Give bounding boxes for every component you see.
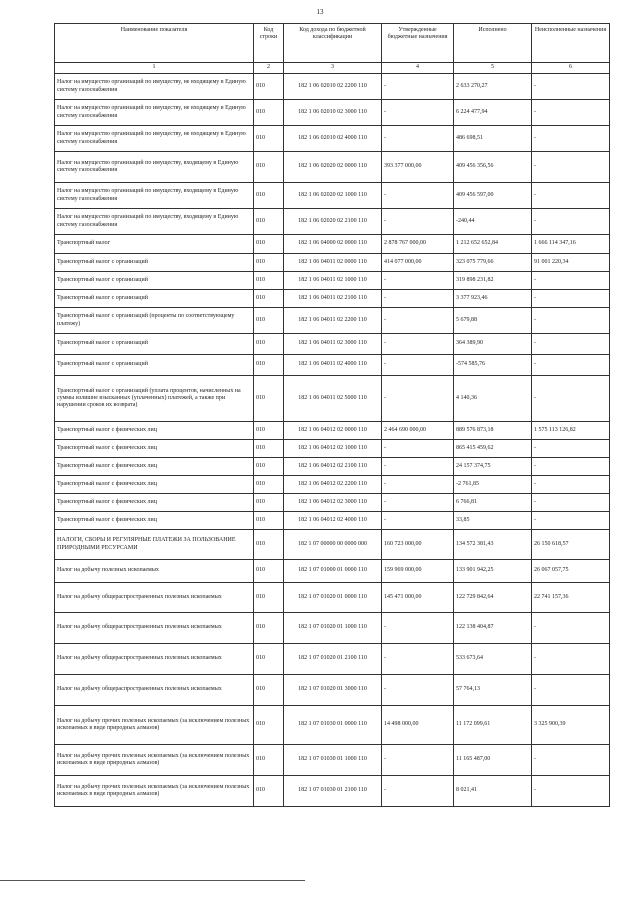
table-row [55, 209, 610, 235]
table-row [55, 100, 610, 126]
row-executed-amount: 11 165 487,00 [454, 745, 532, 776]
row-approved-amount: - [382, 376, 454, 422]
header-unexecuted: Неисполненные назначения [532, 24, 610, 63]
table-row [55, 776, 610, 807]
page-number: 13 [316, 8, 324, 16]
row-line-code: 010 [254, 440, 284, 458]
row-unexecuted-amount: - [532, 644, 610, 675]
row-unexecuted-amount: 91 001 220,34 [532, 254, 610, 272]
row-approved-amount: 2 878 767 000,00 [382, 235, 454, 254]
row-unexecuted-amount: - [532, 126, 610, 152]
row-indicator-name: Транспортный налог с физических лиц [55, 440, 254, 458]
row-line-code: 010 [254, 209, 284, 235]
row-indicator-name: Налог на имущество организаций по имуществу, не входящему в Единую систему газоснабжения [55, 100, 254, 126]
header-executed: Исполнено [454, 24, 532, 63]
row-unexecuted-amount: - [532, 183, 610, 209]
row-indicator-name: Налог на имущество организаций по имуществу, входящему в Единую систему газоснабжения [55, 183, 254, 209]
row-approved-amount: - [382, 100, 454, 126]
column-number-row [55, 63, 610, 74]
row-indicator-name: Налог на добычу прочих полезных ископаемых (за исключением полезных ископаемых в виде природных алмазов) [55, 776, 254, 807]
row-line-code: 010 [254, 512, 284, 530]
row-indicator-name: Налог на добычу общераспространенных полезных ископаемых [55, 644, 254, 675]
row-budget-code: 182 1 06 02020 02 2100 110 [284, 209, 382, 235]
row-budget-code: 182 1 07 01000 01 0000 110 [284, 560, 382, 583]
table-row [55, 254, 610, 272]
row-executed-amount: 122 138 404,87 [454, 613, 532, 644]
row-line-code: 010 [254, 308, 284, 334]
table-row [55, 560, 610, 583]
row-unexecuted-amount: - [532, 458, 610, 476]
row-line-code: 010 [254, 355, 284, 376]
row-indicator-name: Налог на имущество организаций по имуществу, не входящему в Единую систему газоснабжения [55, 126, 254, 152]
row-approved-amount: - [382, 440, 454, 458]
row-approved-amount: - [382, 512, 454, 530]
table-row [55, 74, 610, 100]
row-unexecuted-amount: - [532, 776, 610, 807]
table-row [55, 126, 610, 152]
table-row [55, 745, 610, 776]
row-budget-code: 182 1 07 00000 00 0000 000 [284, 530, 382, 560]
row-line-code: 010 [254, 458, 284, 476]
row-line-code: 010 [254, 100, 284, 126]
row-executed-amount: 889 576 873,18 [454, 422, 532, 440]
row-indicator-name: Налог на имущество организаций по имуществу, входящему в Единую систему газоснабжения [55, 209, 254, 235]
row-indicator-name: Транспортный налог с организаций [55, 334, 254, 355]
row-unexecuted-amount: 1 575 113 126,82 [532, 422, 610, 440]
row-indicator-name: Транспортный налог с организаций (уплата процентов, начисленных на суммы излишне взысканных (уплаченных) платежей, а также при нарушении сроков их возврата) [55, 376, 254, 422]
row-budget-code: 182 1 07 01030 01 0000 110 [284, 706, 382, 745]
row-indicator-name: Налог на добычу прочих полезных ископаемых (за исключением полезных ископаемых в виде природных алмазов) [55, 706, 254, 745]
row-budget-code: 182 1 06 04011 02 2200 110 [284, 308, 382, 334]
row-executed-amount: -2 761,85 [454, 476, 532, 494]
row-indicator-name: Налог на добычу общераспространенных полезных ископаемых [55, 613, 254, 644]
row-indicator-name: Транспортный налог [55, 235, 254, 254]
row-approved-amount: 159 969 000,00 [382, 560, 454, 583]
row-indicator-name: Транспортный налог с физических лиц [55, 476, 254, 494]
header-approved: Утвержденные бюджетные назначения [382, 24, 454, 63]
row-indicator-name: Налог на добычу общераспространенных полезных ископаемых [55, 583, 254, 613]
row-executed-amount: 134 572 381,43 [454, 530, 532, 560]
row-budget-code: 182 1 06 02010 02 4000 110 [284, 126, 382, 152]
row-approved-amount: - [382, 334, 454, 355]
table-row [55, 494, 610, 512]
row-indicator-name: Транспортный налог с организаций [55, 355, 254, 376]
table-row [55, 583, 610, 613]
row-executed-amount: 486 698,51 [454, 126, 532, 152]
row-unexecuted-amount: - [532, 376, 610, 422]
row-line-code: 010 [254, 776, 284, 807]
table-row [55, 308, 610, 334]
column-number: 5 [454, 63, 532, 74]
column-number: 3 [284, 63, 382, 74]
row-executed-amount: 6 766,81 [454, 494, 532, 512]
row-budget-code: 182 1 06 02010 02 2200 110 [284, 74, 382, 100]
row-approved-amount: - [382, 183, 454, 209]
row-unexecuted-amount: - [532, 100, 610, 126]
table-row [55, 152, 610, 183]
row-approved-amount: - [382, 458, 454, 476]
row-budget-code: 182 1 06 02020 02 1000 110 [284, 183, 382, 209]
row-line-code: 010 [254, 494, 284, 512]
table-row [55, 272, 610, 290]
row-budget-code: 182 1 06 04012 02 4000 110 [284, 512, 382, 530]
row-unexecuted-amount: - [532, 494, 610, 512]
row-budget-code: 182 1 06 02020 02 0000 110 [284, 152, 382, 183]
row-executed-amount: 6 224 477,94 [454, 100, 532, 126]
row-unexecuted-amount: - [532, 675, 610, 706]
row-unexecuted-amount: - [532, 308, 610, 334]
row-indicator-name: Налог на добычу полезных ископаемых [55, 560, 254, 583]
row-executed-amount: 11 172 099,61 [454, 706, 532, 745]
row-line-code: 010 [254, 254, 284, 272]
table-row [55, 458, 610, 476]
row-indicator-name: Транспортный налог с организаций [55, 272, 254, 290]
row-executed-amount: -574 585,76 [454, 355, 532, 376]
footnote-divider [0, 880, 305, 881]
row-approved-amount: - [382, 355, 454, 376]
row-approved-amount: 414 077 000,00 [382, 254, 454, 272]
row-budget-code: 182 1 06 04011 02 4000 110 [284, 355, 382, 376]
row-budget-code: 182 1 07 01020 01 0000 110 [284, 583, 382, 613]
column-number: 1 [55, 63, 254, 74]
table-row [55, 376, 610, 422]
row-executed-amount: 533 673,64 [454, 644, 532, 675]
table-row [55, 675, 610, 706]
row-line-code: 010 [254, 235, 284, 254]
row-line-code: 010 [254, 644, 284, 675]
row-approved-amount: 160 723 000,00 [382, 530, 454, 560]
row-line-code: 010 [254, 476, 284, 494]
row-line-code: 010 [254, 376, 284, 422]
row-approved-amount: 145 471 000,00 [382, 583, 454, 613]
table-row [55, 706, 610, 745]
row-budget-code: 182 1 06 04000 02 0000 110 [284, 235, 382, 254]
row-unexecuted-amount: - [532, 355, 610, 376]
row-line-code: 010 [254, 152, 284, 183]
table-row [55, 644, 610, 675]
row-executed-amount: 5 679,88 [454, 308, 532, 334]
row-executed-amount: 1 212 652 652,84 [454, 235, 532, 254]
row-executed-amount: 3 377 923,46 [454, 290, 532, 308]
row-executed-amount: 364 389,90 [454, 334, 532, 355]
row-approved-amount: - [382, 476, 454, 494]
row-indicator-name: Транспортный налог с физических лиц [55, 458, 254, 476]
row-indicator-name: Налог на добычу прочих полезных ископаемых (за исключением полезных ископаемых в виде природных алмазов) [55, 745, 254, 776]
row-budget-code: 182 1 06 04011 02 3000 110 [284, 334, 382, 355]
row-indicator-name: Транспортный налог с организаций [55, 254, 254, 272]
row-unexecuted-amount: - [532, 512, 610, 530]
row-line-code: 010 [254, 74, 284, 100]
row-budget-code: 182 1 06 04011 02 2100 110 [284, 290, 382, 308]
row-budget-code: 182 1 06 04011 02 0000 110 [284, 254, 382, 272]
row-line-code: 010 [254, 530, 284, 560]
row-budget-code: 182 1 07 01030 01 1000 110 [284, 745, 382, 776]
row-line-code: 010 [254, 183, 284, 209]
row-unexecuted-amount: 3 325 900,39 [532, 706, 610, 745]
row-executed-amount: 865 415 459,62 [454, 440, 532, 458]
table-row [55, 334, 610, 355]
row-budget-code: 182 1 06 04011 02 5000 110 [284, 376, 382, 422]
revenue-execution-table [54, 23, 610, 807]
row-approved-amount: 2 464 690 000,00 [382, 422, 454, 440]
row-approved-amount: - [382, 126, 454, 152]
row-approved-amount: - [382, 494, 454, 512]
row-line-code: 010 [254, 126, 284, 152]
table-row [55, 512, 610, 530]
row-line-code: 010 [254, 560, 284, 583]
row-indicator-name: Налог на имущество организаций по имуществу, входящему в Единую систему газоснабжения [55, 152, 254, 183]
row-indicator-name: Транспортный налог с организаций [55, 290, 254, 308]
row-executed-amount: 4 140,36 [454, 376, 532, 422]
row-budget-code: 182 1 07 01020 01 1000 110 [284, 613, 382, 644]
row-executed-amount: 133 901 942,25 [454, 560, 532, 583]
column-number: 2 [254, 63, 284, 74]
row-line-code: 010 [254, 745, 284, 776]
row-approved-amount: - [382, 644, 454, 675]
table-row [55, 235, 610, 254]
row-approved-amount: - [382, 745, 454, 776]
row-executed-amount: 409 456 597,00 [454, 183, 532, 209]
table-row [55, 530, 610, 560]
header-budget-code: Код дохода по бюджетной классификации [284, 24, 382, 63]
row-indicator-name: НАЛОГИ, СБОРЫ И РЕГУЛЯРНЫЕ ПЛАТЕЖИ ЗА ПОЛЬЗОВАНИЕ ПРИРОДНЫМИ РЕСУРСАМИ [55, 530, 254, 560]
row-indicator-name: Транспортный налог с организаций (проценты по соответствующему платежу) [55, 308, 254, 334]
row-unexecuted-amount: - [532, 152, 610, 183]
table-row [55, 440, 610, 458]
row-budget-code: 182 1 06 04012 02 3000 110 [284, 494, 382, 512]
row-executed-amount: 33,85 [454, 512, 532, 530]
row-line-code: 010 [254, 334, 284, 355]
row-budget-code: 182 1 07 01020 01 2100 110 [284, 644, 382, 675]
row-approved-amount: - [382, 308, 454, 334]
row-executed-amount: 122 729 842,64 [454, 583, 532, 613]
table-row [55, 613, 610, 644]
row-approved-amount: - [382, 74, 454, 100]
row-approved-amount: 14 498 000,00 [382, 706, 454, 745]
header-indicator-name: Наименование показателя [55, 24, 254, 63]
row-executed-amount: 319 898 231,82 [454, 272, 532, 290]
column-number: 4 [382, 63, 454, 74]
row-unexecuted-amount: - [532, 613, 610, 644]
row-unexecuted-amount: 26 067 057,75 [532, 560, 610, 583]
row-budget-code: 182 1 06 04012 02 1000 110 [284, 440, 382, 458]
column-number: 6 [532, 63, 610, 74]
header-line-code: Код строки [254, 24, 284, 63]
row-budget-code: 182 1 06 04012 02 0000 110 [284, 422, 382, 440]
table-row [55, 183, 610, 209]
table-row [55, 476, 610, 494]
row-indicator-name: Транспортный налог с физических лиц [55, 422, 254, 440]
row-executed-amount: 323 075 779,66 [454, 254, 532, 272]
row-unexecuted-amount: - [532, 476, 610, 494]
row-unexecuted-amount: - [532, 209, 610, 235]
row-unexecuted-amount: - [532, 290, 610, 308]
row-approved-amount: - [382, 675, 454, 706]
row-indicator-name: Транспортный налог с физических лиц [55, 512, 254, 530]
row-executed-amount: 409 456 356,56 [454, 152, 532, 183]
row-unexecuted-amount: - [532, 272, 610, 290]
row-unexecuted-amount: - [532, 74, 610, 100]
row-approved-amount: - [382, 209, 454, 235]
row-unexecuted-amount: 26 150 618,57 [532, 530, 610, 560]
row-budget-code: 182 1 06 04011 02 1000 110 [284, 272, 382, 290]
row-approved-amount: - [382, 272, 454, 290]
row-approved-amount: - [382, 776, 454, 807]
table-body [55, 74, 610, 807]
row-unexecuted-amount: - [532, 334, 610, 355]
table-row [55, 290, 610, 308]
row-budget-code: 182 1 06 04012 02 2200 110 [284, 476, 382, 494]
row-budget-code: 182 1 06 02010 02 3000 110 [284, 100, 382, 126]
row-unexecuted-amount: 22 741 157,36 [532, 583, 610, 613]
row-unexecuted-amount: - [532, 745, 610, 776]
row-approved-amount: 393 377 000,00 [382, 152, 454, 183]
row-executed-amount: 2 633 270,27 [454, 74, 532, 100]
table-header-row [55, 24, 610, 63]
row-indicator-name: Налог на имущество организаций по имуществу, не входящему в Единую систему газоснабжения [55, 74, 254, 100]
row-unexecuted-amount: 1 666 114 347,16 [532, 235, 610, 254]
row-line-code: 010 [254, 706, 284, 745]
row-line-code: 010 [254, 422, 284, 440]
row-indicator-name: Транспортный налог с физических лиц [55, 494, 254, 512]
row-budget-code: 182 1 07 01020 01 3000 110 [284, 675, 382, 706]
row-executed-amount: 8 021,41 [454, 776, 532, 807]
row-indicator-name: Налог на добычу общераспространенных полезных ископаемых [55, 675, 254, 706]
table-row [55, 355, 610, 376]
row-line-code: 010 [254, 583, 284, 613]
row-executed-amount: -240,44 [454, 209, 532, 235]
table-row [55, 422, 610, 440]
row-budget-code: 182 1 06 04012 02 2100 110 [284, 458, 382, 476]
row-budget-code: 182 1 07 01030 01 2100 110 [284, 776, 382, 807]
row-line-code: 010 [254, 290, 284, 308]
row-executed-amount: 57 764,13 [454, 675, 532, 706]
row-approved-amount: - [382, 290, 454, 308]
row-executed-amount: 24 157 374,75 [454, 458, 532, 476]
row-line-code: 010 [254, 675, 284, 706]
row-line-code: 010 [254, 613, 284, 644]
row-approved-amount: - [382, 613, 454, 644]
row-unexecuted-amount: - [532, 440, 610, 458]
row-line-code: 010 [254, 272, 284, 290]
